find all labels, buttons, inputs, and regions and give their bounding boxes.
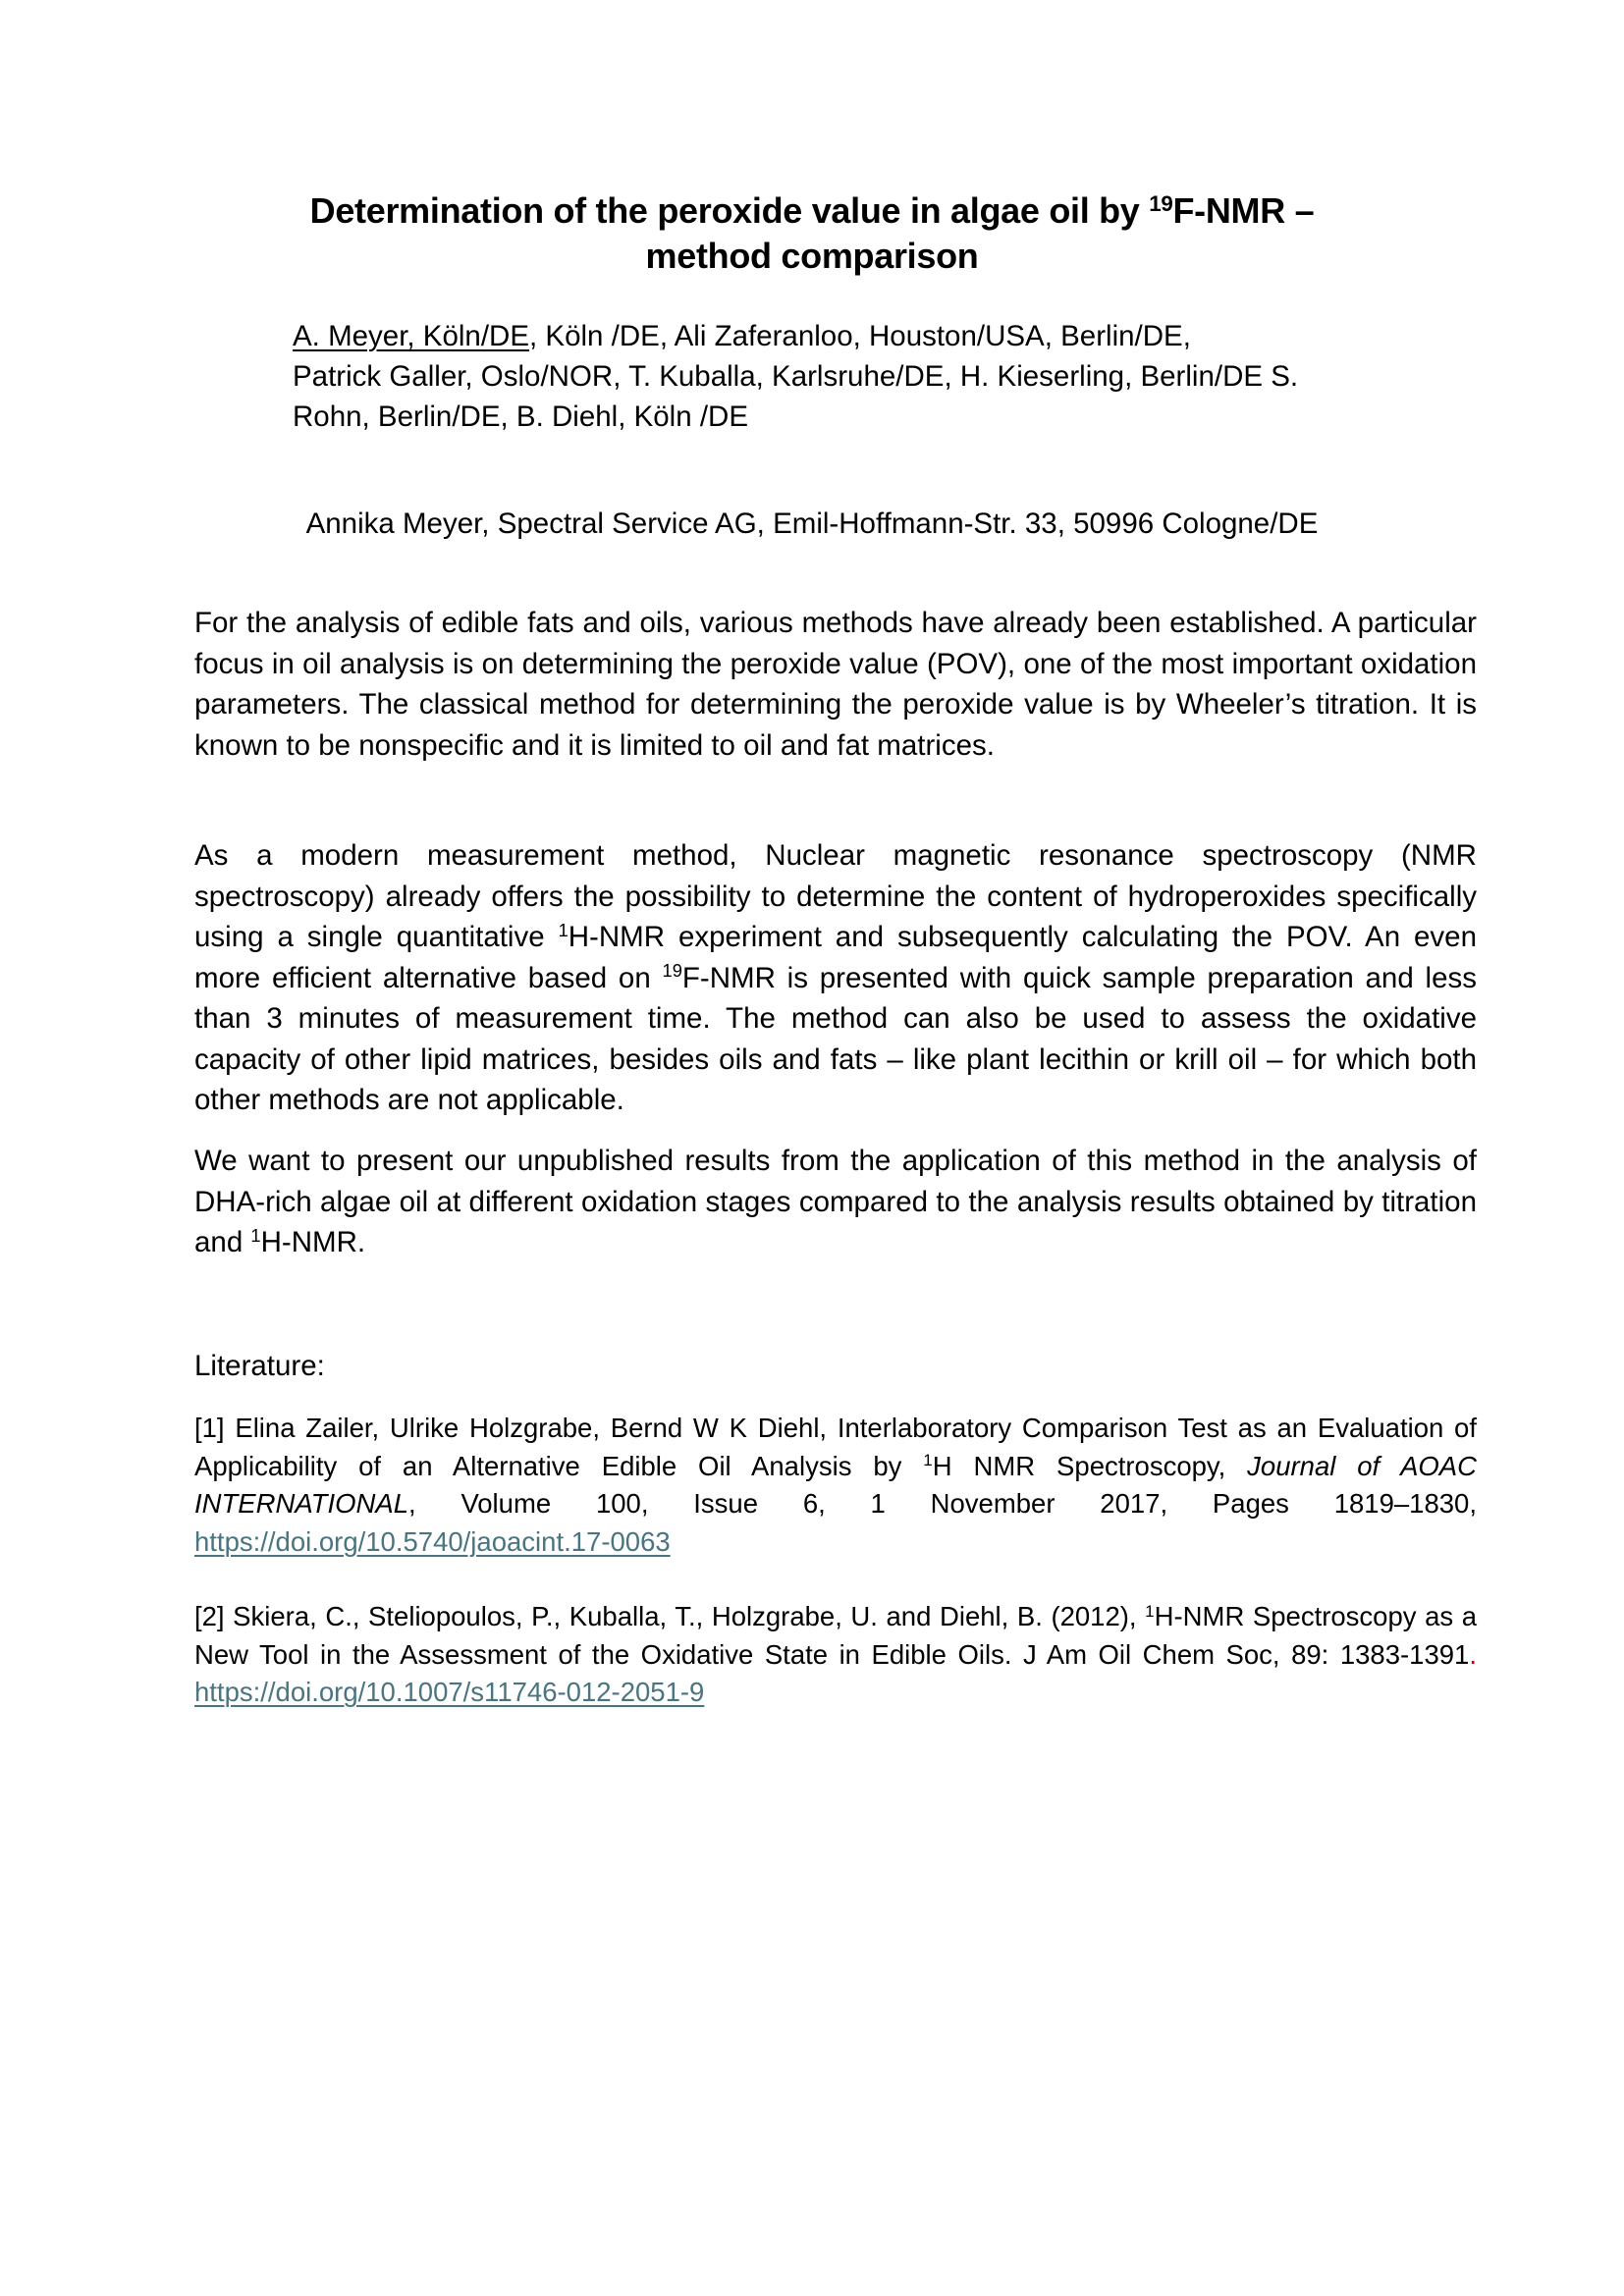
title-text-2: F-NMR – xyxy=(1172,190,1315,231)
ref1-doi-link[interactable]: https://doi.org/10.5740/jaoacint.17-0063 xyxy=(194,1525,671,1557)
reference-2 xyxy=(194,1598,1477,1712)
title-superscript: 19 xyxy=(1149,190,1173,216)
paragraph-results xyxy=(194,1141,1477,1263)
ref1-superscript: 1 xyxy=(923,1451,933,1470)
literature-heading: Literature: xyxy=(194,1350,325,1382)
paragraph-intro: For the analysis of edible fats and oils, various methods have already been established. A particular focus in oil analysis is on determining the peroxide value (POV), one of the most important oxidation parameters. The classical method for determining the peroxide value is by Wheeler’s titration. It is known to be nonspecific and it is limited to oil and fat matrices. xyxy=(194,607,1477,762)
ref1-text-c: , Volume 100, Issue 6, 1 November 2017, Pages 1819–1830, xyxy=(408,1488,1477,1519)
presenting-author: A. Meyer, Köln/DE xyxy=(293,320,530,352)
p2-superscript-1: 1 xyxy=(558,919,568,940)
paragraph-nmr-method xyxy=(194,835,1477,1121)
reference-1 xyxy=(194,1410,1477,1561)
p2-text-c: F-NMR is presented with quick sample preparation and less than 3 minutes of measurement time. The method can also be used to assess the oxidative capacity of other lipid matrices, besides oils and fats – like plant lecithin or krill oil – for which both other methods are not applicable. xyxy=(194,961,1477,1116)
p2-text-a: As a modern measurement method, Nuclear magnetic resonance spectroscopy (NMR spectroscopy) already offers the possibility to determine the content of hydroperoxides specifically using a single quantitative xyxy=(194,839,1477,953)
affiliation: Annika Meyer, Spectral Service AG, Emil-Hoffmann-Str. 33, 50996 Cologne/DE xyxy=(305,507,1319,540)
title-text: Determination of the peroxide value in algae oil by xyxy=(309,190,1150,231)
ref1-journal: Journal of AOAC INTERNATIONAL xyxy=(194,1450,1478,1519)
title-line-2: method comparison xyxy=(645,236,979,276)
p3-superscript: 1 xyxy=(250,1224,261,1246)
ref2-text-a: [2] Skiera, C., Steliopoulos, P., Kuballa, T., Holzgrabe, U. and Diehl, B. (2012), xyxy=(194,1601,1146,1631)
ref2-period: . xyxy=(1469,1638,1477,1670)
ref2-text-b: H-NMR Spectroscopy as a New Tool in the Assessment of the Oxidative State in Edible Oils. J Am Oil Chem Soc, 89: 1383-1391 xyxy=(194,1601,1478,1670)
p2-text-b: H-NMR experiment and subsequently calculating the POV. An even more efficient alternative based on xyxy=(194,921,1477,994)
ref2-doi-link[interactable]: https://doi.org/10.1007/s11746-012-2051-9 xyxy=(194,1677,705,1707)
authors-line-1: , Köln /DE, Ali Zaferanloo, Houston/USA, Berlin/DE, xyxy=(529,320,1191,352)
authors-line-3: Rohn, Berlin/DE, B. Diehl, Köln /DE xyxy=(293,400,749,433)
ref1-text-b: H NMR Spectroscopy, xyxy=(932,1450,1248,1481)
p3-text-b: H-NMR. xyxy=(260,1226,366,1258)
ref1-text-a: [1] Elina Zailer, Ulrike Holzgrabe, Bernd W K Diehl, Interlaboratory Comparison Test as an Evaluation of Applicability of an Alternative Edible Oil Analysis by xyxy=(194,1413,1477,1481)
author-list xyxy=(293,316,1471,437)
ref2-superscript: 1 xyxy=(1145,1601,1155,1621)
page-title xyxy=(196,188,1428,279)
p3-text-a: We want to present our unpublished results from the application of this method in the analysis of DHA-rich algae oil at different oxidation stages compared to the analysis results obtained by titration and xyxy=(194,1145,1477,1258)
authors-line-2: Patrick Galler, Oslo/NOR, T. Kuballa, Karlsruhe/DE, H. Kieserling, Berlin/DE S. xyxy=(293,360,1299,393)
p2-superscript-19: 19 xyxy=(662,960,682,982)
